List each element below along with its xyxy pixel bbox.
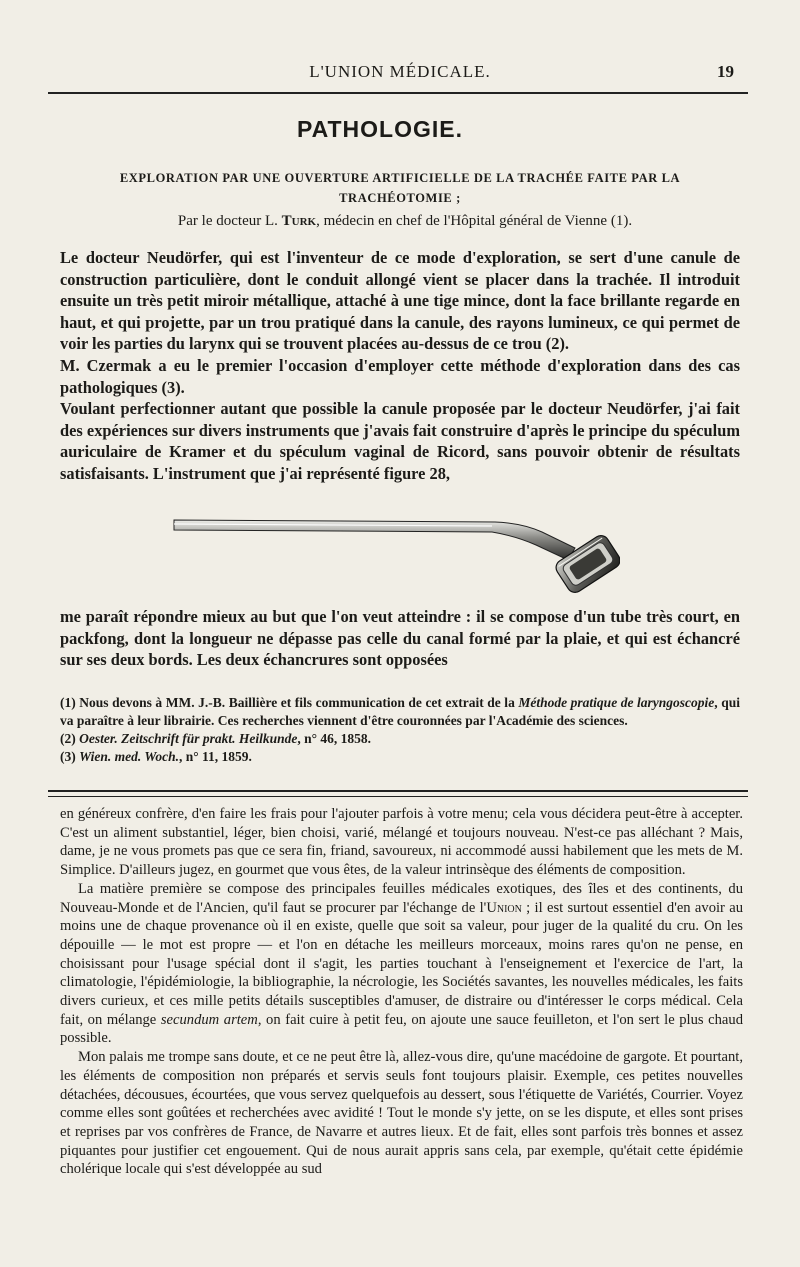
- footnote-3-number: (3): [60, 749, 80, 764]
- feuilleton-paragraph-3: Mon palais me trompe sans doute, et ce ne peut être là, allez-vous dire, qu'une macédoine de gargote. Et pourtant, les éléments de composition non préparés et servis seuls font toujours plaisir. Exemple, ces petites nouvelles détachées, décousues, écourtées, que vous servez quelquefois au dessert, sous l'étiquette de Variétés, Courrier. Voyez comme elles sont goûtées et recherchées avec avidité ! Tout le monde s'y jette, on se les dispute, et elles sont prises et reprises par vos confrères de France, de Navarre et autres lieux. Et de fait, elles sont parfois très bonnes et assez piquantes pour justifier cet engouement. Qui de nous aurait appris sans cela, par exemple, qu'était cette épidémie cholérique locale qui s'est développée au sud: [60, 1049, 743, 1178]
- article-paragraph-4: me paraît répondre mieux au but que l'on veut atteindre : il se compose d'un tube très court, en packfong, dont la longueur ne dépasse pas celle du canal formé par la plaie, et qui est échancré sur ses deux bords. Les deux échancrures sont opposées: [60, 607, 740, 670]
- footnote-2-title: Oester. Zeitschrift für prakt. Heilkunde: [79, 731, 298, 746]
- footnote-3: [60, 748, 740, 766]
- header-rule: [48, 92, 748, 94]
- article-title: EXPLORATION PAR UNE OUVERTURE ARTIFICIELLE DE LA TRACHÉE FAITE PAR LA TRACHÉOTOMIE ;: [119, 171, 681, 205]
- feuilleton-p2-text-a: La matière première se compose des principales feuilles médicales exotiques, des îles et des continents, du Nouveau-Monde et de l'Ancien, qu'il faut se procurer par l'échange de l': [60, 880, 743, 916]
- section-title: PATHOLOGIE.: [296, 116, 464, 142]
- footnote-1: [60, 694, 740, 730]
- footnote-1-text-b: , qui va paraître à leur librairie. Ces recherches viennent d'être couronnées par l'Académie des sciences.: [60, 695, 740, 728]
- feuilleton-paragraph-1: en généreux confrère, d'en faire les frais pour l'ajouter parfois à votre menu; cela vous décidera peut-être à accepter. C'est un aliment substantiel, léger, bien choisi, varié, mélangé et toujours nouveau. N'est-ce pas alléchant ? Mais, dame, je ne vous promets pas que ce sera fin, friand, savoureux, ni accommodé aussi habilement que les mets de M. Simplice. D'ailleurs jugez, en gourmet que vous êtes, de la valeur intrinsèque des éléments de composition.: [60, 806, 743, 879]
- byline-suffix: , médecin en chef de l'Hôpital général de Vienne (1).: [316, 213, 633, 229]
- running-head: [60, 62, 740, 88]
- page-number: 19: [717, 62, 734, 81]
- footnote-3-title: Wien. med. Woch.: [79, 749, 180, 764]
- feuilleton-p2-text-c: , on fait cuire à petit feu, on ajoute une sauce feuilleton, et l'on sert le plus chaud possible.: [60, 1011, 743, 1047]
- footnote-3-ref: , n° 11, 1859.: [179, 749, 252, 764]
- feuilleton-p2-union: Union: [486, 899, 522, 916]
- article-body: [60, 247, 740, 485]
- footnote-2-number: (2): [60, 731, 80, 746]
- feuilleton-paragraph-2: [60, 880, 743, 1048]
- footnote-1-title: Méthode pratique de laryngoscopie: [518, 695, 715, 710]
- footnotes: [60, 694, 740, 766]
- byline: [60, 213, 750, 230]
- article-paragraph-3: Voulant perfectionner autant que possible la canule proposée par le docteur Neudörfer, j'ai fait des expériences sur divers instruments que j'avais fait construire d'après le principe du spéculum auriculaire de Kramer et du spéculum vaginal de Ricord, sans pouvoir obtenir de résultats satisfaisants. L'instrument que j'ai représenté figure 28,: [60, 399, 740, 483]
- feuilleton-p2-text-b: ; il est surtout essentiel d'en avoir au moins une de chaque provenance où il en existe, quelle que soit sa valeur, pour juger de la qualité du cru. On les dépouille — le mot est propre — et l'on en détache les meilleurs morceaux, moins rares qu'on ne pense, en choisissant pour l'usage spécial dont il s'agit, les parties touchant à l'enseignement et l'exercice de l'art, la climatologie, l'épidémiologie, la bibliographie, la nécrologie, les Sociétés savantes, les nouvelles médicales, les faits divers curieux, et ces mille petits détails susceptibles d'amuser, de distraire ou d'intéresser le corps médical. Cela fait, on mélange: [60, 899, 743, 1028]
- article-paragraph-2: M. Czermak a eu le premier l'occasion d'employer cette méthode d'exploration dans des cas pathologiques (3).: [60, 355, 740, 397]
- cannula-figure: [170, 518, 620, 598]
- footnote-1-text-a: (1) Nous devons à MM. J.-B. Baillière et fils communication de cet extrait de la: [60, 695, 519, 710]
- article-paragraph-1: Le docteur Neudörfer, qui est l'inventeur de ce mode d'exploration, se sert d'une canule de construction particulière, dont le conduit allongé vient se placer dans la trachée. Il introduit ensuite un très petit miroir métallique, attaché à une tige mince, dont la face brillante regarde en haut, et qui projette, par un trou pratiqué dans la canule, des rayons lumineux, ce qui permet de voir les parties du larynx qui se trouvent placées au-dessus de ce trou (2).: [60, 248, 740, 354]
- byline-prefix: Par le docteur L.: [177, 213, 282, 229]
- feuilleton-rule: [48, 790, 748, 797]
- footnote-2-ref: , n° 46, 1858.: [297, 731, 372, 746]
- running-title: L'UNION MÉDICALE.: [309, 62, 491, 81]
- footnote-2: [60, 730, 740, 748]
- feuilleton-p2-latin: secundum artem: [160, 1011, 258, 1028]
- byline-author: Turk: [281, 213, 317, 229]
- feuilleton-body: [60, 805, 743, 1179]
- article-continuation: [60, 606, 740, 671]
